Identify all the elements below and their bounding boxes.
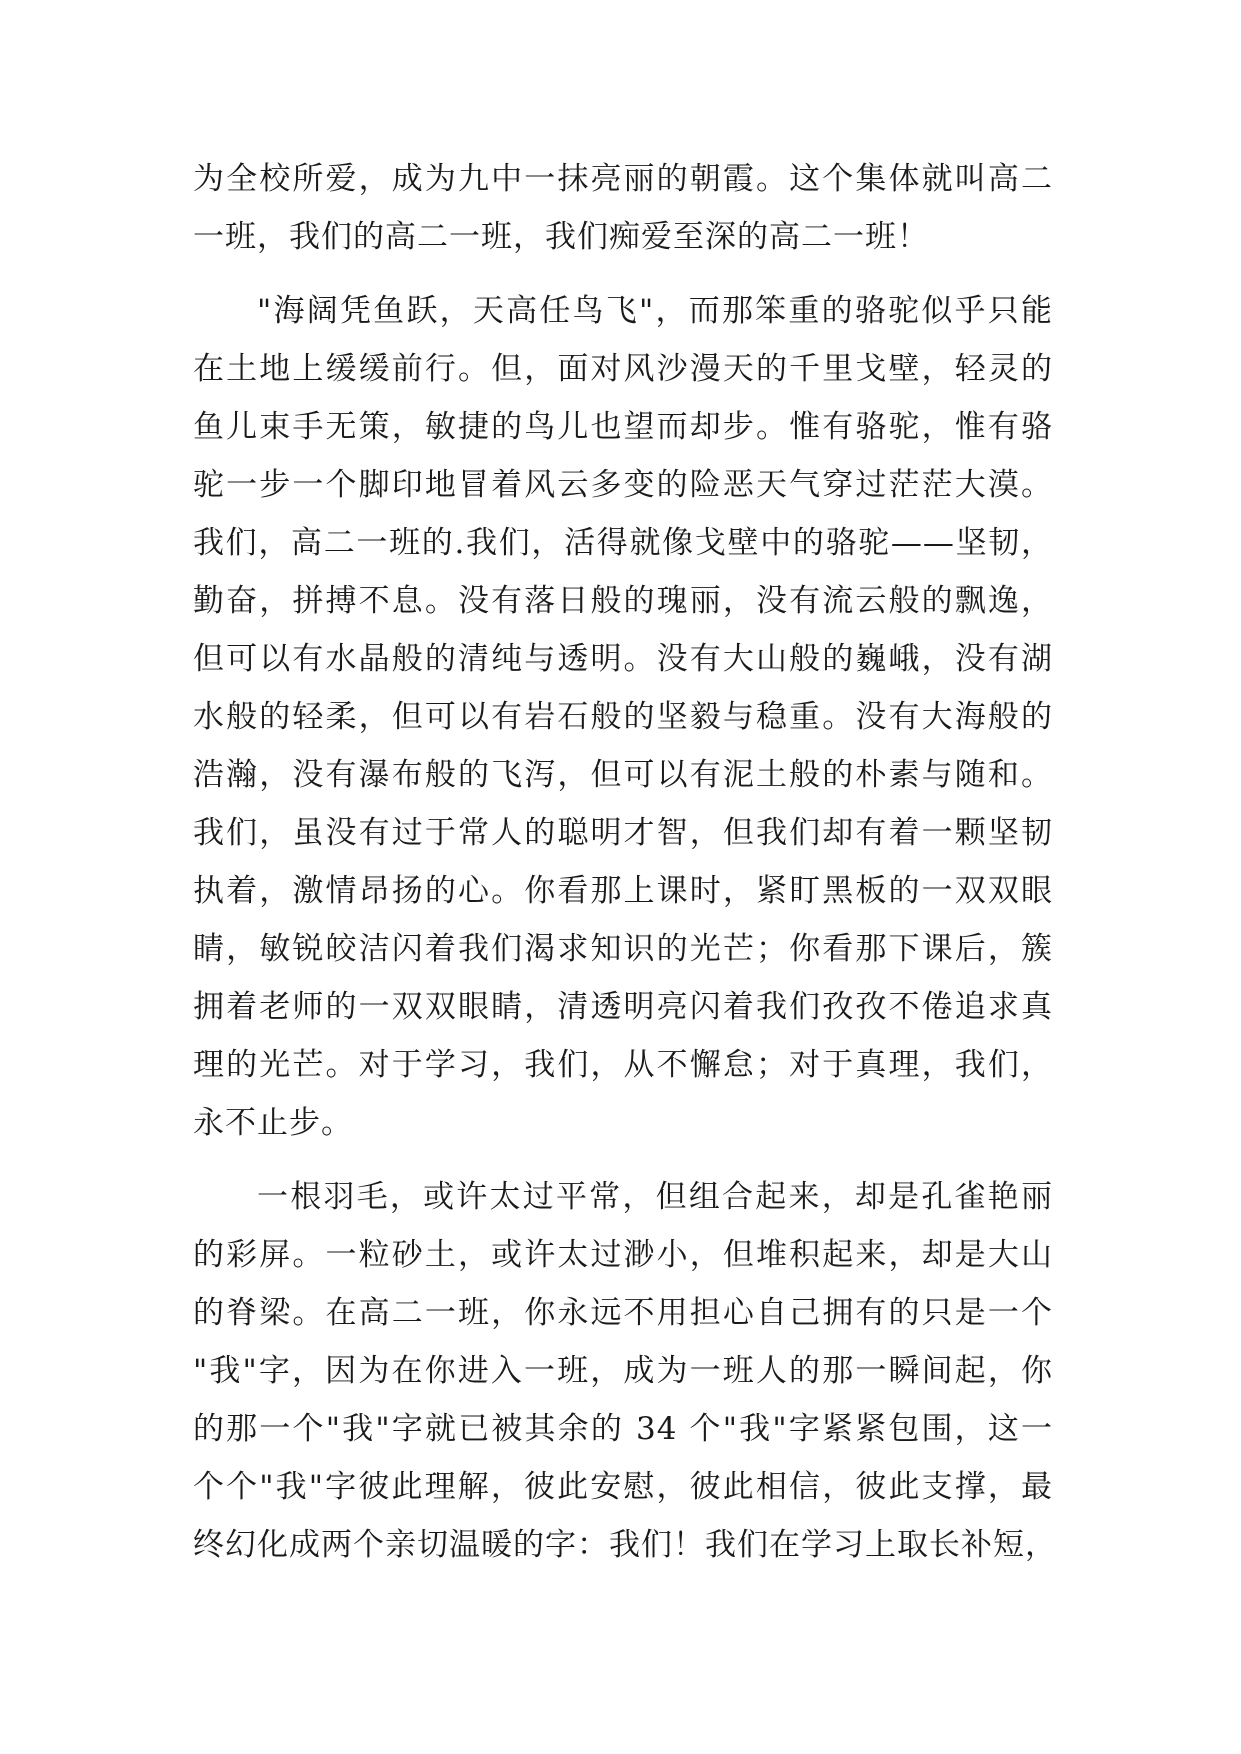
- text-line: 我们，高二一班的.我们，活得就像戈壁中的骆驼——坚韧，: [193, 525, 1053, 561]
- text-line: 终幻化成两个亲切温暖的字：我们！我们在学习上取长补短，: [193, 1527, 1057, 1563]
- text-line: 水般的轻柔，但可以有岩石般的坚毅与稳重。没有大海般的: [193, 699, 1053, 735]
- text-line: 我们，虽没有过于常人的聪明才智，但我们却有着一颗坚韧: [193, 815, 1053, 851]
- text-line: 为全校所爱，成为九中一抹亮丽的朝霞。这个集体就叫高二: [193, 161, 1053, 197]
- text-line: 个个"我"字彼此理解，彼此安慰，彼此相信，彼此支撑，最: [193, 1469, 1053, 1505]
- text-line: 的那一个"我"字就已被其余的 34 个"我"字紧紧包围，这一: [193, 1411, 1053, 1447]
- text-line: 的脊梁。在高二一班，你永远不用担心自己拥有的只是一个: [193, 1295, 1053, 1331]
- text-line: 睛，敏锐皎洁闪着我们渴求知识的光芒；你看那下课后，簇: [193, 931, 1053, 967]
- text-line: 理的光芒。对于学习，我们，从不懈怠；对于真理，我们，: [193, 1047, 1053, 1083]
- text-line: 拥着老师的一双双眼睛，清透明亮闪着我们孜孜不倦追求真: [193, 989, 1053, 1025]
- paragraph-first-line: "海阔凭鱼跃，天高任鸟飞"，而那笨重的骆驼似乎只能: [257, 293, 1053, 329]
- text-line: 鱼儿束手无策，敏捷的鸟儿也望而却步。惟有骆驼，惟有骆: [193, 409, 1053, 445]
- text-line: 驼一步一个脚印地冒着风云多变的险恶天气穿过茫茫大漠。: [193, 467, 1053, 503]
- text-line: "我"字，因为在你进入一班，成为一班人的那一瞬间起，你: [193, 1353, 1053, 1389]
- paragraph-first-line: 一根羽毛，或许太过平常，但组合起来，却是孔雀艳丽: [257, 1179, 1053, 1215]
- text-line: 永不止步。: [193, 1105, 353, 1141]
- text-line: 在土地上缓缓前行。但，面对风沙漫天的千里戈壁，轻灵的: [193, 351, 1053, 387]
- text-line: 勤奋，拼搏不息。没有落日般的瑰丽，没有流云般的飘逸，: [193, 583, 1053, 619]
- text-line: 但可以有水晶般的清纯与透明。没有大山般的巍峨，没有湖: [193, 641, 1053, 677]
- text-line: 执着，激情昂扬的心。你看那上课时，紧盯黑板的一双双眼: [193, 873, 1053, 909]
- text-line: 一班，我们的高二一班，我们痴爱至深的高二一班！: [193, 219, 929, 255]
- text-line: 的彩屏。一粒砂土，或许太过渺小，但堆积起来，却是大山: [193, 1237, 1053, 1273]
- text-line: 浩瀚，没有瀑布般的飞泻，但可以有泥土般的朴素与随和。: [193, 757, 1053, 793]
- body-text: [193, 150, 1057, 1574]
